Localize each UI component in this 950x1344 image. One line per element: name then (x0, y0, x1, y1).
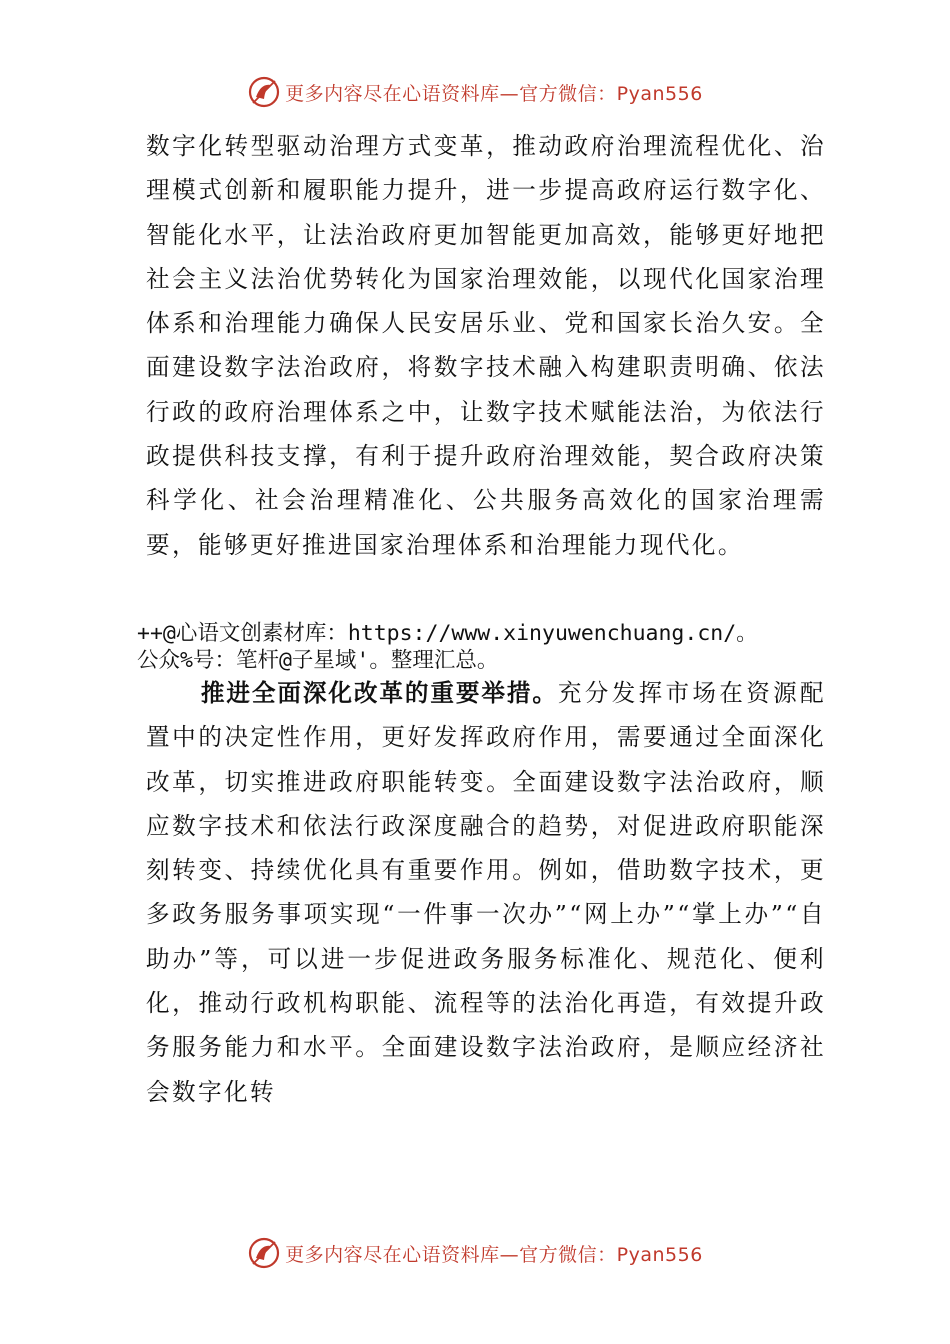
body-paragraph-1 (146, 124, 826, 567)
paragraph-1-text: 数字化转型驱动治理方式变革，推动政府治理流程优化、治理模式创新和履职能力提升，进一步提高政府运行数字化、智能化水平，让法治政府更加智能更加高效，能够更好地把社会主义法治优势转化为国家治理效能，以现代化国家治理体系和治理能力确保人民安居乐业、党和国家长治久安。全面建设数字法治政府，将数字技术融入构建职责明确、依法行政的政府治理体系之中，让数字技术赋能法治，为依法行政提供科技支撑，有利于提升政府治理效能，契合政府决策科学化、社会治理精准化、公共服务高效化的国家治理需要，能够更好推进国家治理体系和治理能力现代化。 (146, 132, 826, 559)
header-banner-text: 更多内容尽在心语资料库—官方微信：Pyan556 (285, 82, 703, 105)
watermark-note (137, 620, 837, 674)
header-banner (0, 72, 950, 112)
paragraph-2-text: 充分发挥市场在资源配置中的决定性作用，更好发挥政府作用，需要通过全面深化改革，切实推进政府职能转变。全面建设数字法治政府，顺应数字技术和依法行政深度融合的趋势，对促进政府职能深刻转变、持续优化具有重要作用。例如，借助数字技术，更多政务服务事项实现“一件事一次办”“网上办”“掌上办”“自助办”等，可以进一步促进政务服务标准化、规范化、便利化，推动行政机构职能、流程等的法治化再造，有效提升政务服务能力和水平。全面建设数字法治政府，是顺应经济社会数字化转 (146, 679, 826, 1106)
body-paragraph-2 (146, 671, 826, 1114)
footer-banner-text: 更多内容尽在心语资料库—官方微信：Pyan556 (285, 1243, 703, 1266)
footer-banner (0, 1233, 950, 1273)
watermark-line-1: ++@心语文创素材库：https://www.xinyuwenchuang.cn/。 (137, 621, 758, 646)
paragraph-2-lead: 推进全面深化改革的重要举措。 (200, 679, 558, 707)
watermark-line-2: 公众%号：笔杆@子星域'。整理汇总。 (137, 648, 499, 673)
brand-logo-icon (247, 1236, 281, 1270)
brand-logo-icon (247, 75, 281, 109)
